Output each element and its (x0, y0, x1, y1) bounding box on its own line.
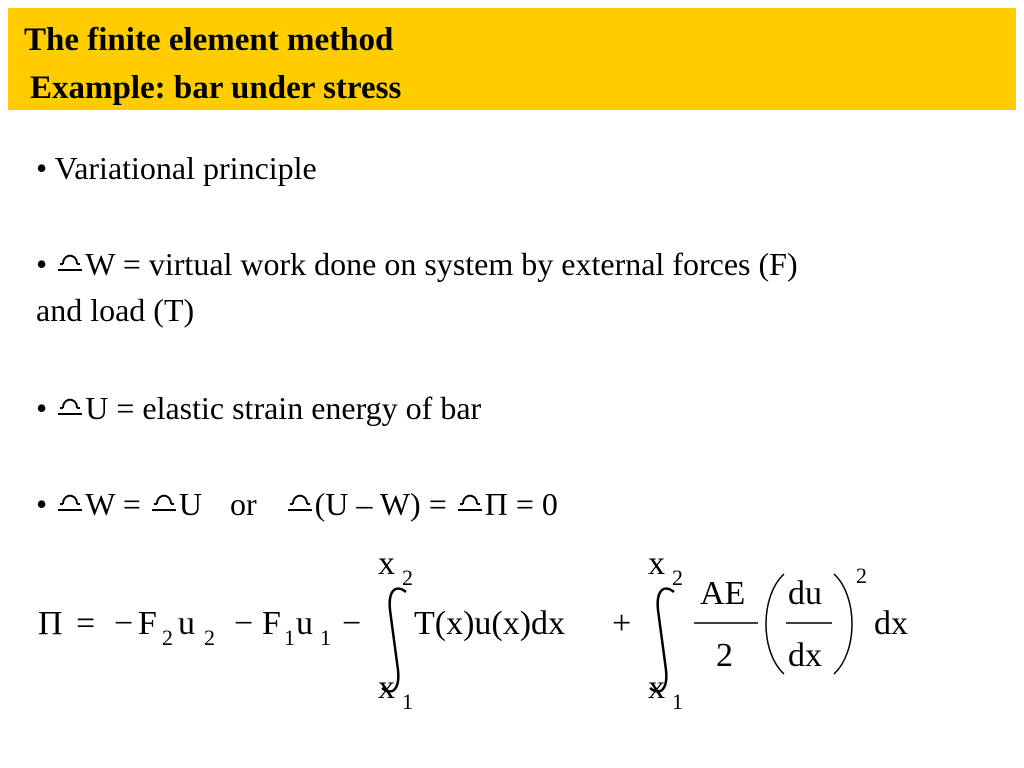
bullet-marker: • (36, 486, 56, 522)
strain-energy-text: U = elastic strain energy of bar (85, 390, 482, 426)
delta-symbol-icon (285, 487, 315, 519)
bullet-strain-energy (36, 388, 481, 428)
integral-lower-limit: x (378, 669, 395, 706)
pi-symbol: Π (38, 605, 63, 642)
equation-graphics (0, 540, 1024, 768)
w-equals-text: W = (85, 486, 149, 522)
subscript: 1 (320, 625, 331, 650)
delta-symbol-icon (55, 487, 85, 519)
slide-subtitle: Example: bar under stress (30, 70, 402, 106)
differential-dx: dx (874, 605, 908, 642)
derivative-denominator: dx (788, 637, 822, 674)
virtual-work-text: W = virtual work done on system by external forces (F) (85, 246, 798, 282)
subscript: 2 (402, 565, 413, 590)
delta-symbol-icon (55, 247, 85, 279)
force-f: F (262, 605, 281, 642)
equals-sign: = (76, 605, 96, 642)
subscript: 2 (672, 565, 683, 590)
exponent: 2 (856, 563, 867, 588)
u-text: U (178, 486, 202, 522)
subscript: 1 (284, 625, 295, 650)
bullet-marker: • (36, 246, 56, 282)
virtual-work-continuation: and load (T) (36, 292, 195, 328)
displacement-u: u (178, 605, 195, 642)
fraction-numerator: AE (700, 575, 746, 612)
integral-lower-limit: x (648, 669, 665, 706)
integrand: T(x)u(x)dx (414, 605, 566, 642)
delta-symbol-icon (55, 391, 85, 423)
or-text: or (229, 486, 257, 522)
subscript: 1 (672, 689, 683, 714)
left-paren-icon (766, 574, 784, 674)
bullet-variational-principle: • Variational principle (36, 150, 317, 186)
right-paren-icon (834, 574, 852, 674)
u-minus-w-text: (U – W) = (314, 486, 455, 522)
delta-symbol-icon (149, 487, 179, 519)
bullet-equilibrium (36, 484, 558, 524)
integral-upper-limit: x (378, 545, 395, 582)
integral-upper-limit: x (648, 545, 665, 582)
title-banner (8, 8, 1016, 110)
plus-sign: + (612, 605, 632, 642)
derivative-numerator: du (788, 575, 822, 612)
displacement-u: u (296, 605, 313, 642)
fraction-denominator: 2 (716, 637, 733, 674)
pi-equals-zero-text: Π = 0 (484, 486, 558, 522)
slide-title: The finite element method (24, 22, 394, 58)
potential-energy-equation (0, 540, 1024, 768)
minus-sign: − (342, 605, 362, 642)
bullet-marker: • (36, 390, 56, 426)
bullet-virtual-work (36, 244, 798, 284)
subscript: 1 (402, 689, 413, 714)
delta-symbol-icon (455, 487, 485, 519)
minus-sign: − (114, 605, 134, 642)
subscript: 2 (162, 625, 173, 650)
minus-sign: − (234, 605, 254, 642)
subscript: 2 (204, 625, 215, 650)
force-f: F (138, 605, 157, 642)
